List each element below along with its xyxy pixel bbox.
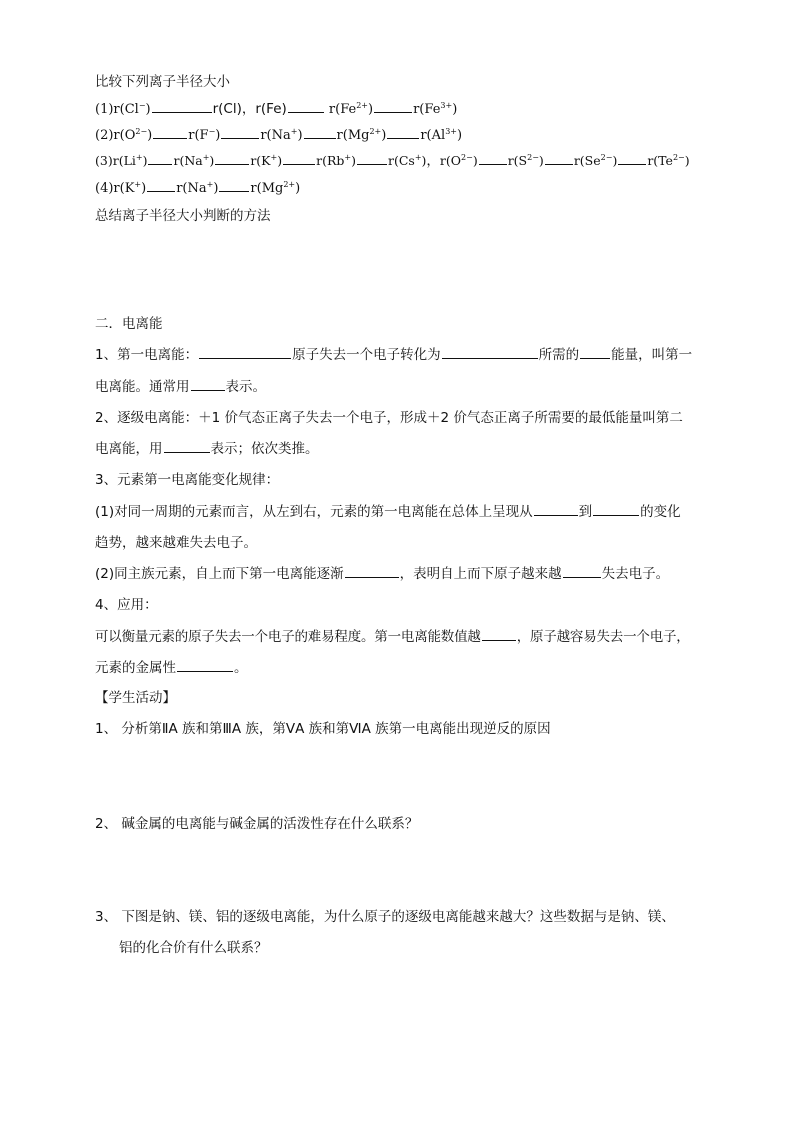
answer-blank[interactable] — [191, 378, 225, 391]
answer-blank[interactable] — [177, 659, 233, 672]
item-1-line-1: 1、第一电离能： 原子失去一个电子转化为 所需的 能量，叫第一 — [95, 347, 693, 363]
item-3-1-line-1: (1)对同一周期的元素而言，从左到右，元素的第一电离能在总体上呈现从 到 的变化 — [95, 504, 681, 520]
answer-blank[interactable] — [593, 503, 639, 516]
activity-question-2: 2、 碱金属的电离能与碱金属的活泼性存在什么联系？ — [95, 816, 419, 832]
answer-blank[interactable] — [357, 152, 387, 165]
answer-blank[interactable] — [215, 152, 249, 165]
answer-blank[interactable] — [164, 440, 210, 453]
item-4: 4、应用： — [95, 597, 158, 613]
answer-blank[interactable] — [148, 152, 172, 165]
item-1-line-2: 电离能。通常用 表示。 — [95, 379, 266, 395]
answer-blank[interactable] — [147, 179, 175, 192]
answer-blank[interactable] — [534, 503, 578, 516]
answer-blank[interactable] — [153, 126, 187, 139]
activity-question-3-line-2: 铝的化合价有什么联系？ — [119, 940, 268, 956]
answer-blank[interactable] — [152, 100, 212, 113]
answer-blank[interactable] — [221, 126, 259, 139]
answer-blank[interactable] — [563, 565, 601, 578]
activity-question-1: 1、 分析第ⅡA 族和第ⅢA 族，第ⅤA 族和第ⅥA 族第一电离能出现逆反的原因 — [95, 721, 551, 737]
question-4: (4)r(K+) r(Na+) $r(Mg^{2+})$ — [95, 180, 301, 196]
activity-question-3-line-1: 3、 下图是钠、镁、铝的逐级电离能，为什么原子的逐级电离能越来越大？这些数据与是钠、镁、 — [95, 909, 675, 925]
activity-title: 【学生活动】 — [95, 690, 176, 706]
answer-blank[interactable] — [374, 100, 412, 113]
answer-blank[interactable] — [387, 126, 419, 139]
answer-blank[interactable] — [618, 152, 646, 165]
answer-blank[interactable] — [442, 346, 538, 359]
intro-summary: 总结离子半径大小判断的方法 — [95, 208, 271, 224]
question-1: (1)r(Cl−) r(Cl)，r(Fe) $r(Fe^{2+})$ $r(Fe^{3+})$ — [95, 101, 458, 117]
question-2: $(2)r(O^{2-})$ r(F−) r(Na+) $r(Mg^{2+})$ $r(Al^{3+})$ — [95, 127, 463, 143]
item-3: 3、元素第一电离能变化规律： — [95, 472, 280, 488]
item-3-2: (2)同主族元素，自上而下第一电离能逐渐 ，表明自上而下原子越来越 失去电子。 — [95, 566, 670, 582]
item-4-line-2: 元素的金属性 。 — [95, 660, 248, 676]
answer-blank[interactable] — [482, 628, 516, 641]
answer-blank[interactable] — [580, 346, 610, 359]
answer-blank[interactable] — [283, 152, 315, 165]
intro-heading: 比较下列离子半径大小 — [95, 74, 230, 90]
answer-blank[interactable] — [219, 179, 249, 192]
section-title: 二．电离能 — [95, 316, 163, 332]
question-3: (3)r(Li+) r(Na+) r(K+) r(Rb+) r(Cs+)，$r(O^{2-})$ $r(S^{2-})$ $r(Se^{2-})$ $r(Te^{2-})$ — [95, 153, 690, 169]
answer-blank[interactable] — [545, 152, 573, 165]
answer-blank[interactable] — [304, 126, 336, 139]
item-3-1-line-2: 趋势，越来越难失去电子。 — [95, 535, 257, 551]
answer-blank[interactable] — [288, 100, 324, 113]
item-2-line-2: 电离能，用 表示；依次类推。 — [95, 441, 319, 457]
item-2-line-1: 2、逐级电离能：＋1 价气态正离子失去一个电子，形成＋2 价气态正离子所需要的最低能量叫第二 — [95, 410, 683, 426]
item-4-line-1: 可以衡量元素的原子失去一个电子的难易程度。第一电离能数值越 ，原子越容易失去一个电子， — [95, 629, 690, 645]
answer-blank[interactable] — [479, 152, 507, 165]
answer-blank[interactable] — [199, 346, 291, 359]
answer-blank[interactable] — [345, 565, 399, 578]
